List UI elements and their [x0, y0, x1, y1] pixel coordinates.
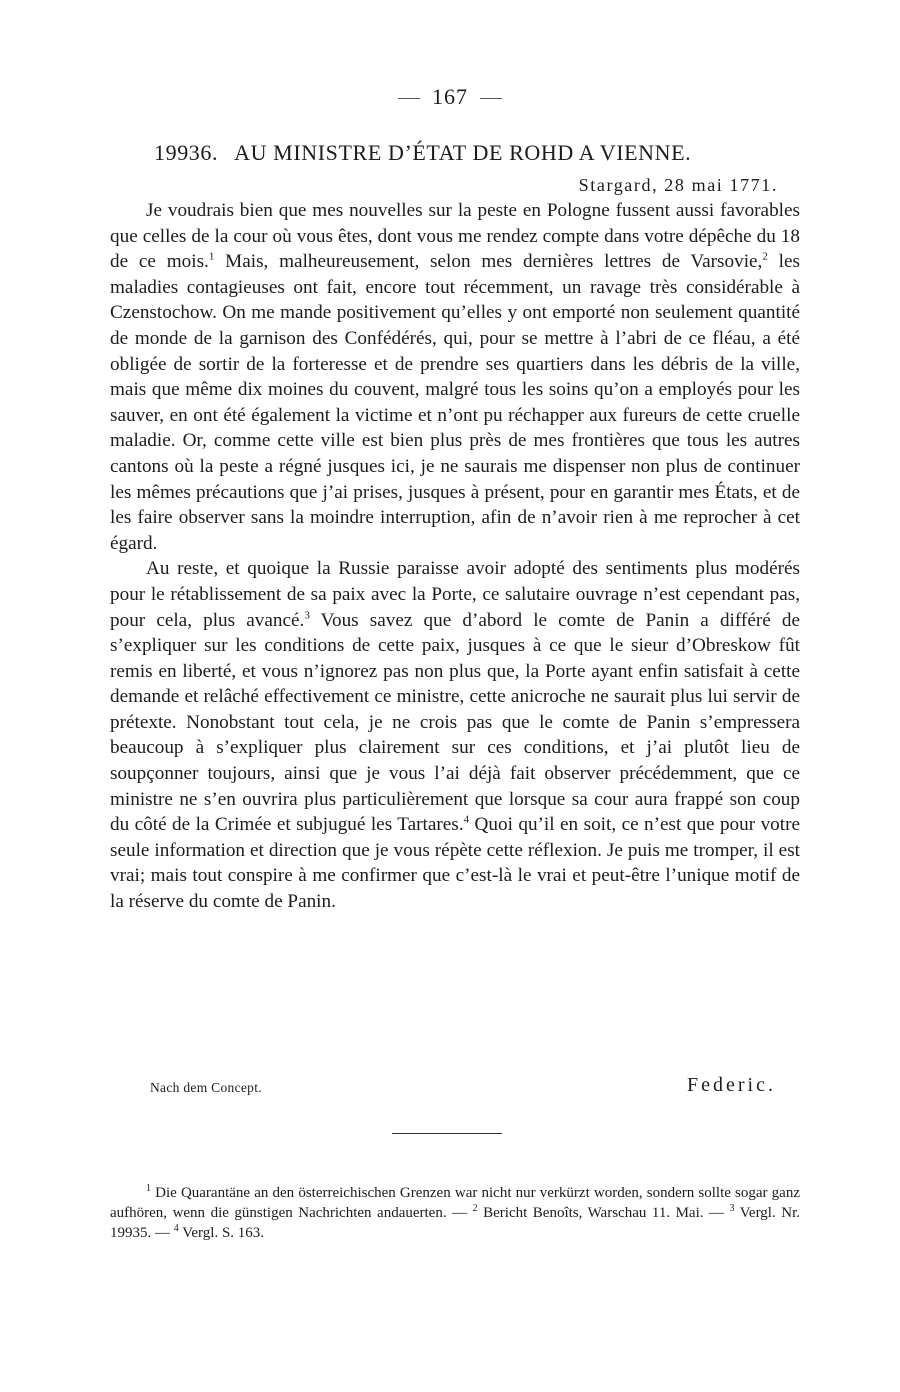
- footnote-number: 3: [729, 1203, 735, 1214]
- paragraph-text: les maladies contagieuses ont fait, encore tout récemment, un ravage très considérable à Czenstochow. On me mande positivement qu’elles y ont emporté non seulement quantité de monde de la garnison des Confédérés, qui, pour se mettre à l’abri de ce fléau, a été obligée de sortir de la forteresse et de prendre ses quartiers dans les débris de la ville, mais que même dix moines du couvent, malgré tous les soins qu’on a employés pour les sauver, en ont été également la victime et n’ont pu réchapper aux fureurs de cette cruelle maladie. Or, comme cette ville est bien plus près de mes frontières que tous les autres cantons où la peste a régné jusques ici, je ne saurais me dispenser non plus de continuer les mêmes précautions que j’ai prises, jusques à présent, pour en garantir mes États, et de les faire observer sans la moindre interruption, afin de n’avoir rien à me reprocher à cet égard.: [110, 251, 800, 554]
- paragraph-text: Au reste, et quoique la Russie paraisse avoir adopté des sentiments plus modérés pour le rétablissement de sa paix avec la Porte, ce salutaire ouvrage n’est cependant pas, pour cela, plus avancé.: [110, 558, 800, 631]
- source-note: Nach dem Concept.: [150, 1080, 262, 1095]
- footnote-number: 4: [173, 1223, 179, 1234]
- paragraph-1: [110, 198, 800, 556]
- dateline: Stargard, 28 mai 1771.: [578, 175, 778, 195]
- footnote-text: Vergl. S. 163.: [178, 1225, 265, 1241]
- footnotes: [110, 1183, 800, 1243]
- letter-number: 19936.: [154, 140, 219, 165]
- footnote-text: Bericht Benoîts, Warschau 11. Mai. —: [477, 1205, 730, 1221]
- letter-heading: [154, 140, 794, 166]
- letter-title: AU MINISTRE D’ÉTAT DE ROHD A VIENNE.: [234, 140, 692, 165]
- paragraph-text: Je voudrais bien que mes nouvelles sur la peste en Pologne fussent aussi favorables que celles de la cour où vous êtes, dont vous me rendez compte dans votre dépêche du 18 de ce mois.: [110, 200, 800, 273]
- footnote-text: Vergl. Nr. 19935. —: [110, 1205, 800, 1241]
- paragraph-2: [110, 556, 800, 914]
- footnote-ref: 3: [304, 609, 310, 622]
- paragraph-text: Vous savez que d’abord le comte de Panin a différé de s’expliquer sur les conditions de cette paix, jusques à ce que le sieur d’Obreskow fût remis en liberté, et vous n’ignorez pas non plus que, la Porte ayant enfin satisfait à cette demande et relâché effectivement ce ministre, cette anicroche ne saurait plus lui servir de prétexte. Nonobstant tout cela, je ne crois pas que le comte de Panin s’empressera beaucoup à s’expliquer plus clairement sur ces conditions, et j’ai plutôt lieu de soupçonner toujours, ainsi que je vous l’ai déjà fait observer précédemment, que ce ministre ne s’en ouvrira plus particulièrement que lorsque sa cour aura frappé son coup du côté de la Crimée et subjugué les Tartares.: [110, 609, 800, 836]
- left-dash: [398, 98, 420, 99]
- page-number: 167: [432, 84, 468, 109]
- letter-body: [110, 198, 800, 915]
- footnote-number: 2: [472, 1203, 478, 1214]
- page-number-header: [0, 84, 900, 110]
- paragraph-text: Quoi qu’il en soit, ce n’est que pour votre seule information et direction que je vous répète cette réflexion. Je puis me tromper, il est vrai; mais tout conspire à me confirmer que c’est-là le vrai et peut-être l’unique motif de la réserve du comte de Panin.: [110, 814, 800, 913]
- footnote-ref: 2: [762, 250, 768, 263]
- right-dash: [480, 98, 502, 99]
- footnote-text: Die Quarantäne an den österreichischen Grenzen war nicht nur verkürzt worden, sondern sollte sogar ganz aufhören, wenn die günstigen Nachrichten andauerten. —: [110, 1185, 800, 1221]
- footnote-ref: 1: [208, 250, 215, 263]
- footnote-separator: [392, 1133, 502, 1134]
- paragraph-text: Mais, malheureusement, selon mes dernières lettres de Varsovie,: [214, 251, 763, 273]
- footnote-block: [110, 1183, 800, 1243]
- footnote-ref: 4: [463, 813, 470, 826]
- footnote-number: 1: [146, 1183, 151, 1194]
- signature: Federic.: [687, 1074, 776, 1096]
